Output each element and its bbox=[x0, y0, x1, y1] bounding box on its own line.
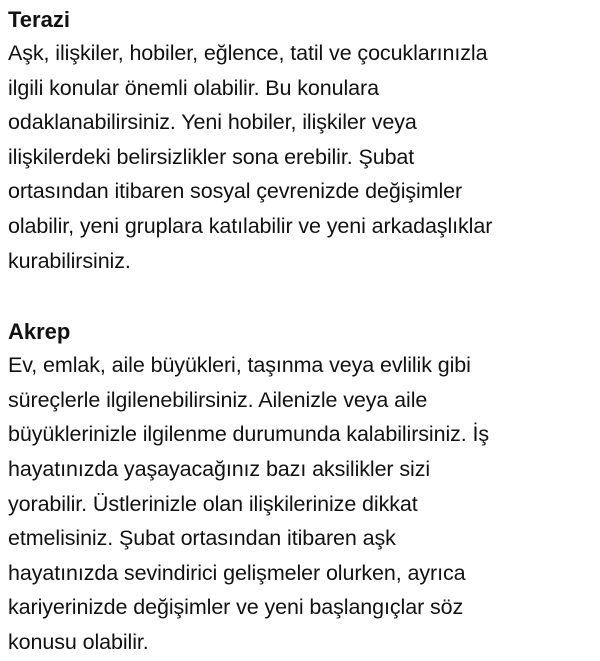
paragraph-line: kariyerinizde değişimler ve yeni başlangıçlar söz bbox=[8, 595, 464, 620]
paragraph-line: etmelisiniz. Şubat ortasından itibaren aşk bbox=[8, 526, 396, 551]
paragraph-line: hayatınızda yaşayacağınız bazı aksilikler sizi bbox=[8, 456, 431, 481]
paragraph-line: odaklanabilirsiniz. Yeni hobiler, ilişkiler veya bbox=[8, 110, 417, 135]
section-terazi bbox=[8, 4, 598, 278]
section-paragraph bbox=[8, 348, 598, 659]
paragraph-line: ilgili konular önemli olabilir. Bu konulara bbox=[8, 75, 379, 100]
paragraph-line: büyüklerinizle ilgilenme durumunda kalabilirsiniz. İş bbox=[8, 422, 490, 447]
paragraph-line: ilişkilerdeki belirsizlikler sona erebilir. Şubat bbox=[8, 144, 415, 169]
paragraph-line: süreçlerle ilgilenebilirsiniz. Ailenizle veya aile bbox=[8, 387, 428, 412]
section-title: Terazi bbox=[8, 7, 70, 32]
horoscope-document bbox=[8, 0, 598, 660]
section-paragraph bbox=[8, 36, 598, 278]
paragraph-line: ortasından itibaren sosyal çevrenizde değişimler bbox=[8, 179, 463, 204]
paragraph-line: kurabilirsiniz. bbox=[8, 248, 131, 273]
paragraph-line: hayatınızda sevindirici gelişmeler olurken, ayrıca bbox=[8, 560, 466, 585]
section-akrep bbox=[8, 316, 598, 659]
paragraph-line: Ev, emlak, aile büyükleri, taşınma veya evlilik gibi bbox=[8, 353, 471, 378]
paragraph-line: Aşk, ilişkiler, hobiler, eğlence, tatil ve çocuklarınızla bbox=[8, 41, 488, 65]
paragraph-line: olabilir, yeni gruplara katılabilir ve yeni arkadaşlıklar bbox=[8, 213, 493, 238]
section-spacer bbox=[8, 278, 598, 312]
paragraph-line: yorabilir. Üstlerinizle olan ilişkilerinize dikkat bbox=[8, 491, 418, 516]
paragraph-line: konusu olabilir. bbox=[8, 629, 149, 654]
section-title: Akrep bbox=[8, 319, 71, 345]
